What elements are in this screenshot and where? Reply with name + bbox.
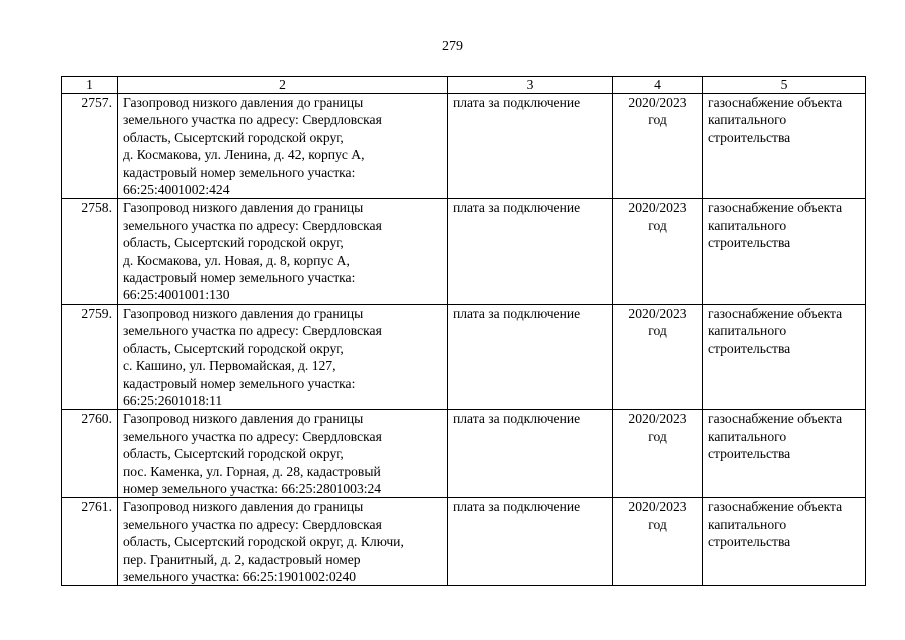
- row-number: 2761.: [81, 499, 112, 515]
- cell-text-line: Газопровод низкого давления до границы: [123, 411, 364, 427]
- cell-text-line: земельного участка: 66:25:1901002:0240: [123, 568, 357, 584]
- row-number-cell: [62, 498, 118, 586]
- cell-text-line: земельного участка по адресу: Свердловская: [123, 428, 382, 444]
- cell-text-line: строительства: [708, 129, 791, 145]
- column-header: 4: [613, 77, 703, 94]
- payment-type-cell: [448, 410, 613, 498]
- year-cell: [613, 498, 703, 586]
- cell-text-line: газоснабжение объекта: [708, 305, 843, 321]
- cell-text-line: д. Космакова, ул. Новая, д. 8, корпус А,: [123, 252, 350, 268]
- cell-text-line: кадастровый номер земельного участка:: [123, 270, 356, 286]
- cell-text-line: область, Сысертский городской округ,: [123, 129, 344, 145]
- cell-text-line: капитального: [708, 516, 787, 532]
- cell-text-line: 2020/2023: [628, 200, 687, 216]
- purpose-cell: [703, 498, 866, 586]
- row-number-cell: [62, 94, 118, 199]
- year-cell: [613, 94, 703, 199]
- cell-text-line: пос. Каменка, ул. Горная, д. 28, кадастровый: [123, 463, 381, 479]
- description-cell: [118, 498, 448, 586]
- description-cell: [118, 94, 448, 199]
- cell-text-line: кадастровый номер земельного участка:: [123, 164, 356, 180]
- row-number: 2758.: [81, 200, 112, 216]
- description-cell: [118, 199, 448, 304]
- year-cell: [613, 199, 703, 304]
- row-number-cell: [62, 304, 118, 409]
- cell-text-line: капитального: [708, 323, 787, 339]
- table-row: [62, 199, 866, 304]
- cell-text-line: газоснабжение объекта: [708, 95, 843, 110]
- cell-text-line: область, Сысертский городской округ,: [123, 340, 344, 356]
- cell-text-line: газоснабжение объекта: [708, 499, 843, 515]
- purpose-cell: [703, 410, 866, 498]
- payment-type: плата за подключение: [453, 200, 581, 216]
- payment-type-cell: [448, 498, 613, 586]
- table-header-row: [62, 77, 866, 94]
- payment-type: плата за подключение: [453, 499, 581, 515]
- cell-text-line: строительства: [708, 446, 791, 462]
- table-body: [62, 94, 866, 586]
- cell-text-line: год: [648, 323, 667, 339]
- cell-text-line: Газопровод низкого давления до границы: [123, 95, 364, 110]
- cell-text-line: год: [648, 112, 667, 128]
- cell-text-line: строительства: [708, 235, 791, 251]
- cell-text-line: пер. Гранитный, д. 2, кадастровый номер: [123, 551, 361, 567]
- document-table: [61, 76, 866, 586]
- cell-text-line: земельного участка по адресу: Свердловская: [123, 217, 382, 233]
- cell-text-line: год: [648, 428, 667, 444]
- column-header: 5: [703, 77, 866, 94]
- payment-type-cell: [448, 304, 613, 409]
- row-number-cell: [62, 410, 118, 498]
- cell-text-line: 2020/2023: [628, 95, 687, 110]
- payment-type: плата за подключение: [453, 95, 581, 110]
- table-row: [62, 410, 866, 498]
- cell-text-line: капитального: [708, 112, 787, 128]
- payment-type-cell: [448, 199, 613, 304]
- cell-text-line: д. Космакова, ул. Ленина, д. 42, корпус А,: [123, 147, 365, 163]
- cell-text-line: 66:25:4001001:130: [123, 287, 230, 303]
- cell-text-line: год: [648, 217, 667, 233]
- year-cell: [613, 410, 703, 498]
- cell-text-line: газоснабжение объекта: [708, 411, 843, 427]
- cell-text-line: область, Сысертский городской округ,: [123, 446, 344, 462]
- cell-text-line: капитального: [708, 217, 787, 233]
- cell-text-line: 66:25:2601018:11: [123, 392, 223, 408]
- cell-text-line: год: [648, 516, 667, 532]
- cell-text-line: капитального: [708, 428, 787, 444]
- description-cell: [118, 410, 448, 498]
- cell-text-line: кадастровый номер земельного участка:: [123, 375, 356, 391]
- cell-text-line: Газопровод низкого давления до границы: [123, 305, 364, 321]
- cell-text-line: номер земельного участка: 66:25:2801003:24: [123, 480, 382, 496]
- cell-text-line: Газопровод низкого давления до границы: [123, 200, 364, 216]
- payment-type-cell: [448, 94, 613, 199]
- cell-text-line: Газопровод низкого давления до границы: [123, 499, 364, 515]
- cell-text-line: земельного участка по адресу: Свердловская: [123, 516, 382, 532]
- column-header: 2: [118, 77, 448, 94]
- cell-text-line: 2020/2023: [628, 411, 687, 427]
- row-number: 2759.: [81, 305, 112, 321]
- payment-type: плата за подключение: [453, 411, 581, 427]
- cell-text-line: земельного участка по адресу: Свердловская: [123, 323, 382, 339]
- cell-text-line: строительства: [708, 534, 791, 550]
- row-number-cell: [62, 199, 118, 304]
- cell-text-line: 2020/2023: [628, 499, 687, 515]
- column-header: 1: [62, 77, 118, 94]
- year-cell: [613, 304, 703, 409]
- cell-text-line: область, Сысертский городской округ, д. Ключи,: [123, 534, 404, 550]
- purpose-cell: [703, 304, 866, 409]
- table-row: [62, 498, 866, 586]
- cell-text-line: с. Кашино, ул. Первомайская, д. 127,: [123, 358, 336, 374]
- cell-text-line: 2020/2023: [628, 305, 687, 321]
- row-number: 2760.: [81, 411, 112, 427]
- page-number: 279: [442, 39, 463, 54]
- purpose-cell: [703, 199, 866, 304]
- cell-text-line: газоснабжение объекта: [708, 200, 843, 216]
- description-cell: [118, 304, 448, 409]
- cell-text-line: земельного участка по адресу: Свердловская: [123, 112, 382, 128]
- row-number: 2757.: [81, 95, 112, 110]
- table-row: [62, 94, 866, 199]
- cell-text-line: строительства: [708, 340, 791, 356]
- payment-type: плата за подключение: [453, 305, 581, 321]
- cell-text-line: 66:25:4001002:424: [123, 182, 230, 198]
- cell-text-line: область, Сысертский городской округ,: [123, 235, 344, 251]
- column-header: 3: [448, 77, 613, 94]
- purpose-cell: [703, 94, 866, 199]
- table-row: [62, 304, 866, 409]
